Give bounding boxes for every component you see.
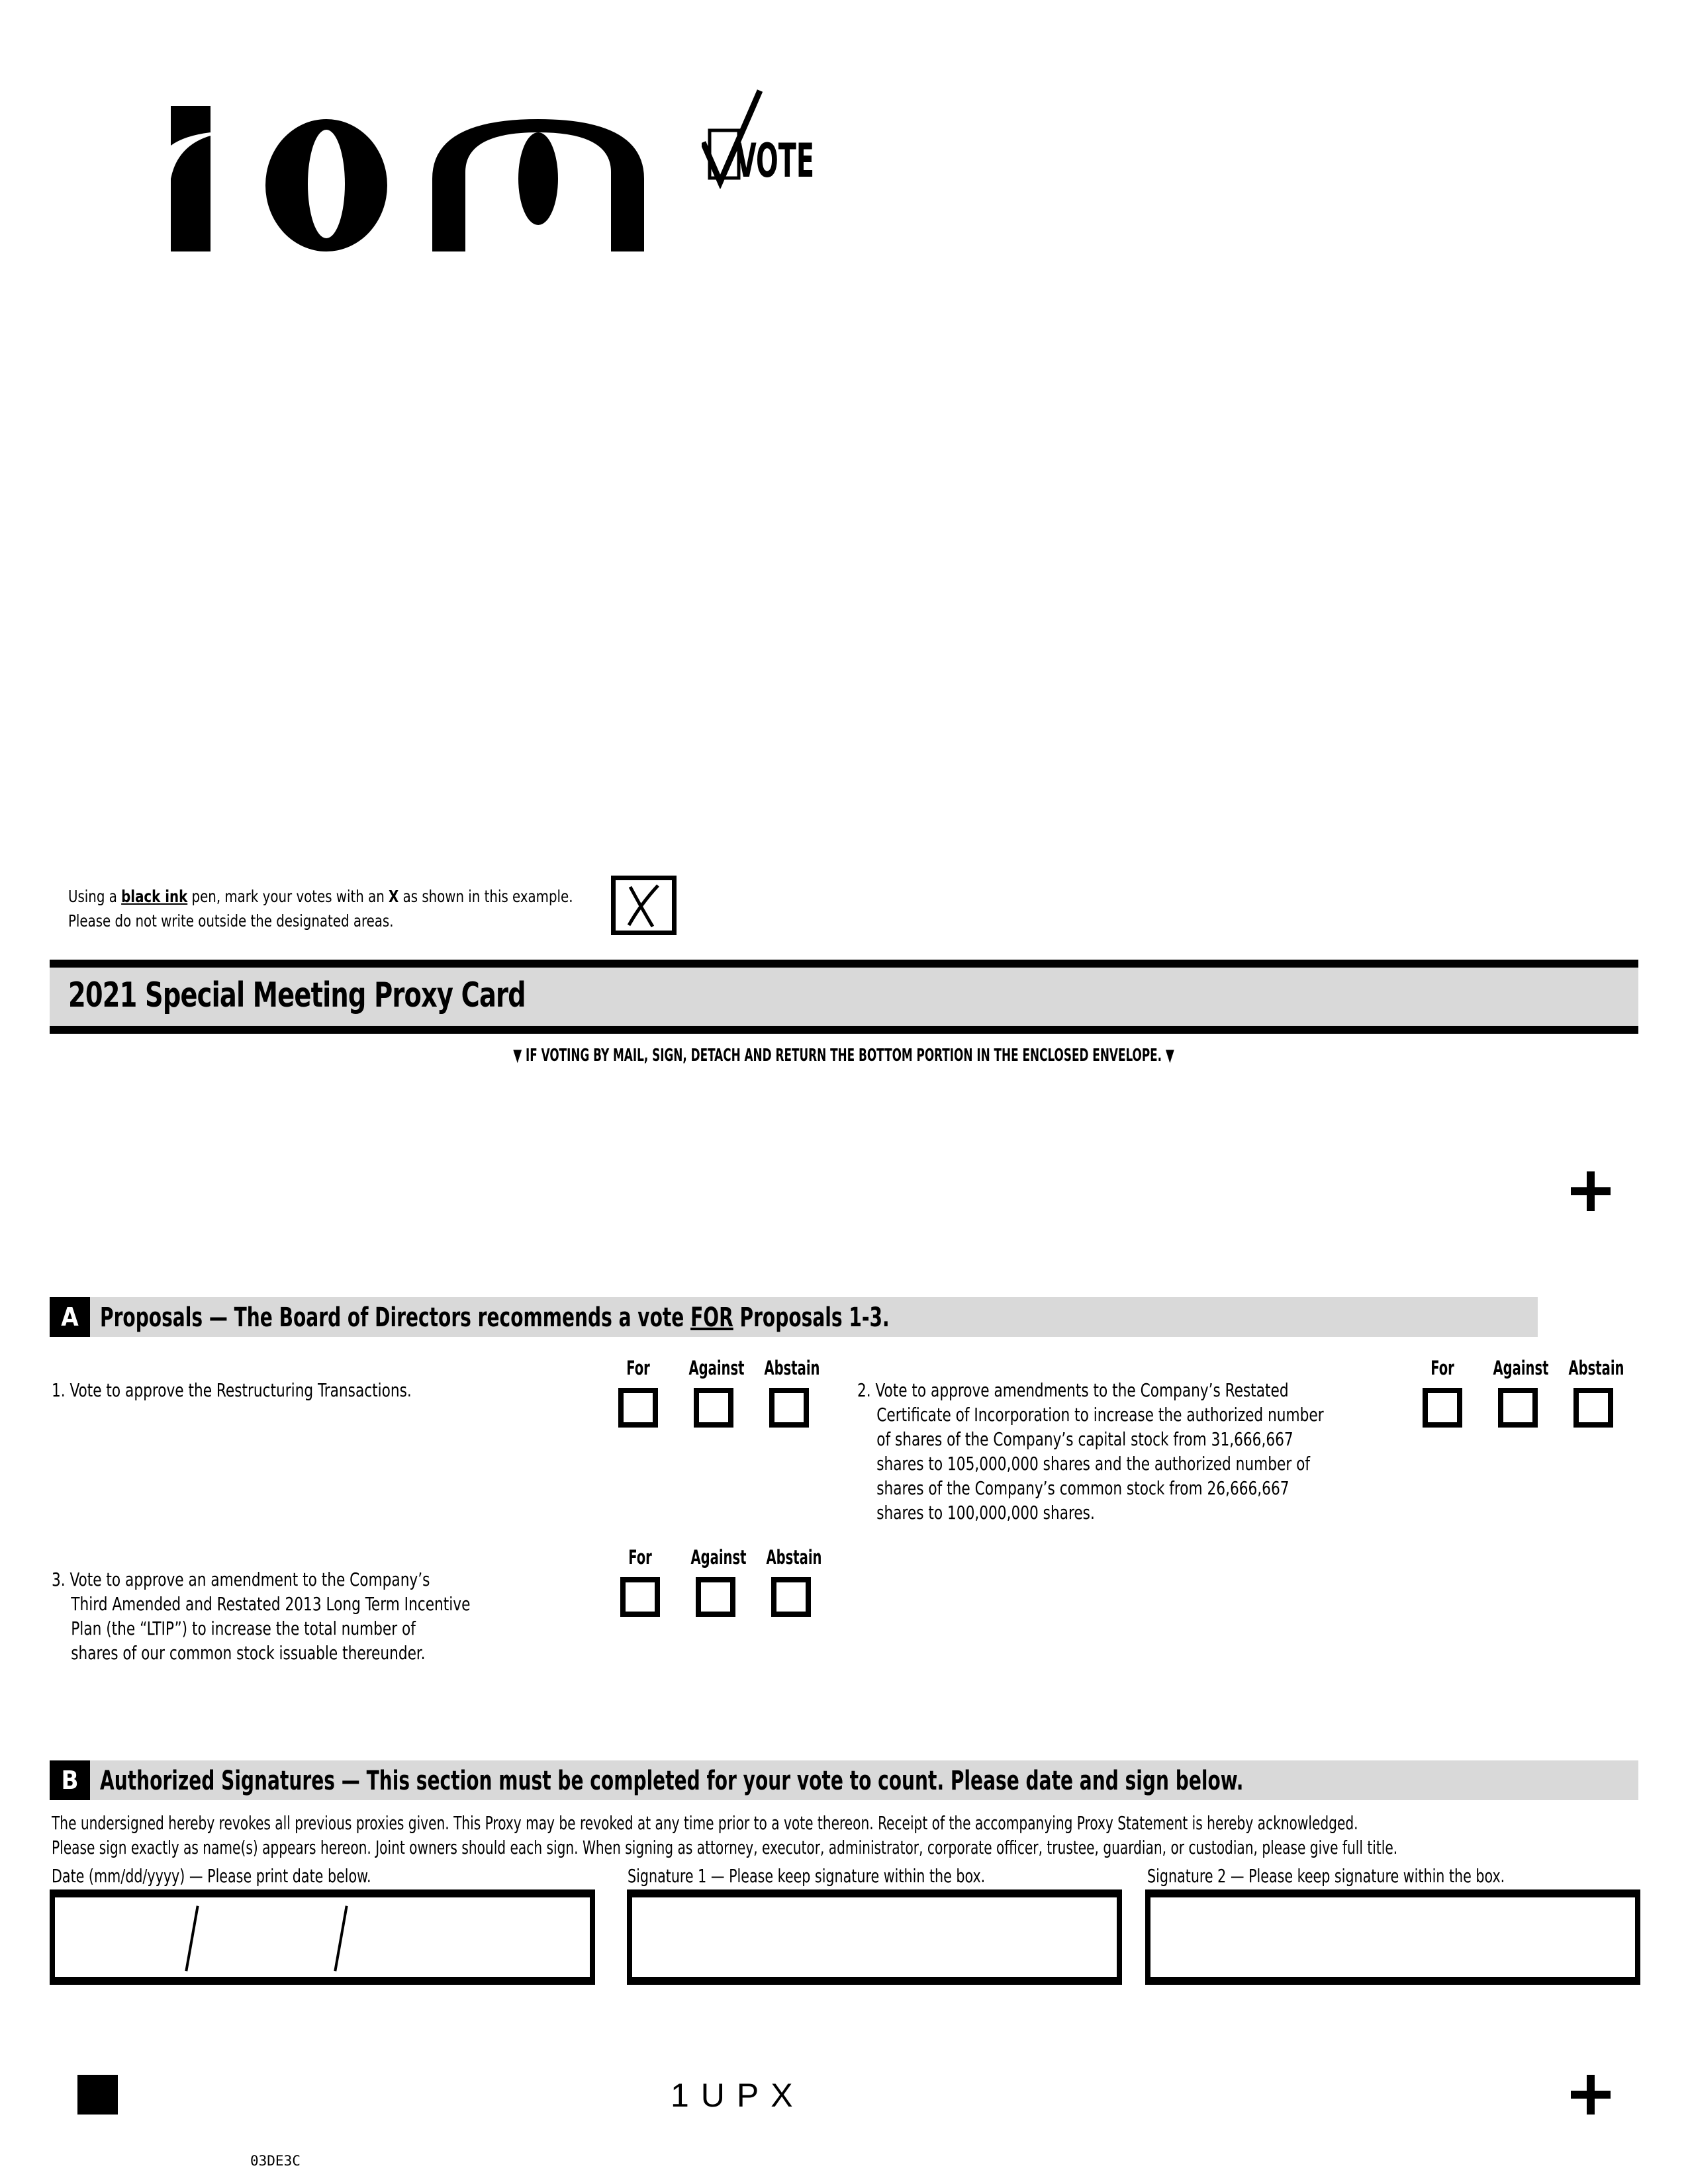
registration-plus-icon xyxy=(1571,1171,1611,1211)
vote-label-against: Against xyxy=(1493,1357,1549,1379)
section-b-letter: B xyxy=(50,1760,90,1800)
vote-label-abstain: Abstain xyxy=(766,1546,822,1569)
section-a-letter: A xyxy=(50,1297,90,1337)
vote-check-logo xyxy=(702,89,861,189)
section-a-header xyxy=(50,1297,1538,1337)
section-b-title: Authorized Signatures — This section must be completed for your vote to count. Please date and sign below. xyxy=(100,1766,1244,1796)
proposal-2-text: 2. Vote to approve amendments to the Company’s Restated Certificate of Incorporation to increase the authorized number of shares of the Company’s capital stock from 31,666,667 shares to 105,000,000 shares and the authorized number of shares of the Company’s common stock from 26,666,667 shares to 100,000,000 shares. xyxy=(857,1379,1324,1524)
form-id-code: 03DE3C xyxy=(250,2153,301,2169)
marking-instructions: Using a black ink pen, mark your votes with an X as shown in this example. Please do not write outside the designated areas. xyxy=(68,887,573,931)
revocation-text: The undersigned hereby revokes all previous proxies given. This Proxy may be revoked at any time prior to a vote thereon. Receipt of the accompanying Proxy Statement is hereby acknowledged. Please sign exactly as name(s) appears hereon. Joint owners should each sign. When signing as attorney, executor, administrator, corporate officer, trustee, guardian, or custodian, please give full title. xyxy=(52,1812,1398,1858)
signature-2-field[interactable] xyxy=(1145,1889,1640,1985)
mail-instructions: ▼ IF VOTING BY MAIL, SIGN, DETACH AND RETURN THE BOTTOM PORTION IN THE ENCLOSED ENVELOPE. ▼ xyxy=(513,1046,1175,1066)
ion-logo xyxy=(171,106,674,251)
proposal-3-against-checkbox[interactable] xyxy=(696,1577,735,1617)
form-code: 1UPX xyxy=(671,2077,805,2114)
section-a-title: Proposals — The Board of Directors recommends a vote FOR Proposals 1-3. xyxy=(100,1302,890,1333)
svg-text:VOTE: VOTE xyxy=(736,134,814,188)
signature-2-label: Signature 2 — Please keep signature within the box. xyxy=(1147,1865,1505,1887)
vote-label-for: For xyxy=(628,1546,652,1569)
proposal-2-abstain-checkbox[interactable] xyxy=(1573,1388,1613,1428)
vote-label-for: For xyxy=(1430,1357,1454,1379)
proposal-2-for-checkbox[interactable] xyxy=(1423,1388,1462,1428)
signature-1-field[interactable] xyxy=(627,1889,1122,1985)
proposal-2-against-checkbox[interactable] xyxy=(1498,1388,1538,1428)
card-title-band xyxy=(50,960,1638,1034)
proposal-3-text: 3. Vote to approve an amendment to the Company’s Third Amended and Restated 2013 Long Term Incentive Plan (the “LTIP”) to increase the total number of shares of our common stock issuable thereunder. xyxy=(52,1569,471,1664)
proposal-1-abstain-checkbox[interactable] xyxy=(769,1388,809,1428)
page-title: 2021 Special Meeting Proxy Card xyxy=(68,976,526,1015)
proposal-3-abstain-checkbox[interactable] xyxy=(771,1577,811,1617)
proposal-3-for-checkbox[interactable] xyxy=(620,1577,660,1617)
date-label: Date (mm/dd/yyyy) — Please print date below. xyxy=(52,1865,371,1887)
vote-label-against: Against xyxy=(688,1357,745,1379)
registration-plus-icon xyxy=(1571,2075,1611,2115)
signature-1-label: Signature 1 — Please keep signature within the box. xyxy=(628,1865,986,1887)
x-mark-icon xyxy=(616,880,672,931)
date-separator-slash xyxy=(334,1905,348,1971)
section-b-header xyxy=(50,1760,1638,1800)
vote-label-against: Against xyxy=(690,1546,747,1569)
date-separator-slash xyxy=(185,1905,199,1971)
proposal-1-against-checkbox[interactable] xyxy=(694,1388,733,1428)
proposal-1-text: 1. Vote to approve the Restructuring Transactions. xyxy=(52,1379,412,1401)
date-field[interactable] xyxy=(50,1889,595,1985)
proposal-1-for-checkbox[interactable] xyxy=(618,1388,658,1428)
example-mark-box xyxy=(611,876,677,935)
registration-square-mark xyxy=(77,2075,118,2115)
vote-label-for: For xyxy=(626,1357,650,1379)
vote-label-abstain: Abstain xyxy=(764,1357,820,1379)
vote-label-abstain: Abstain xyxy=(1568,1357,1624,1379)
